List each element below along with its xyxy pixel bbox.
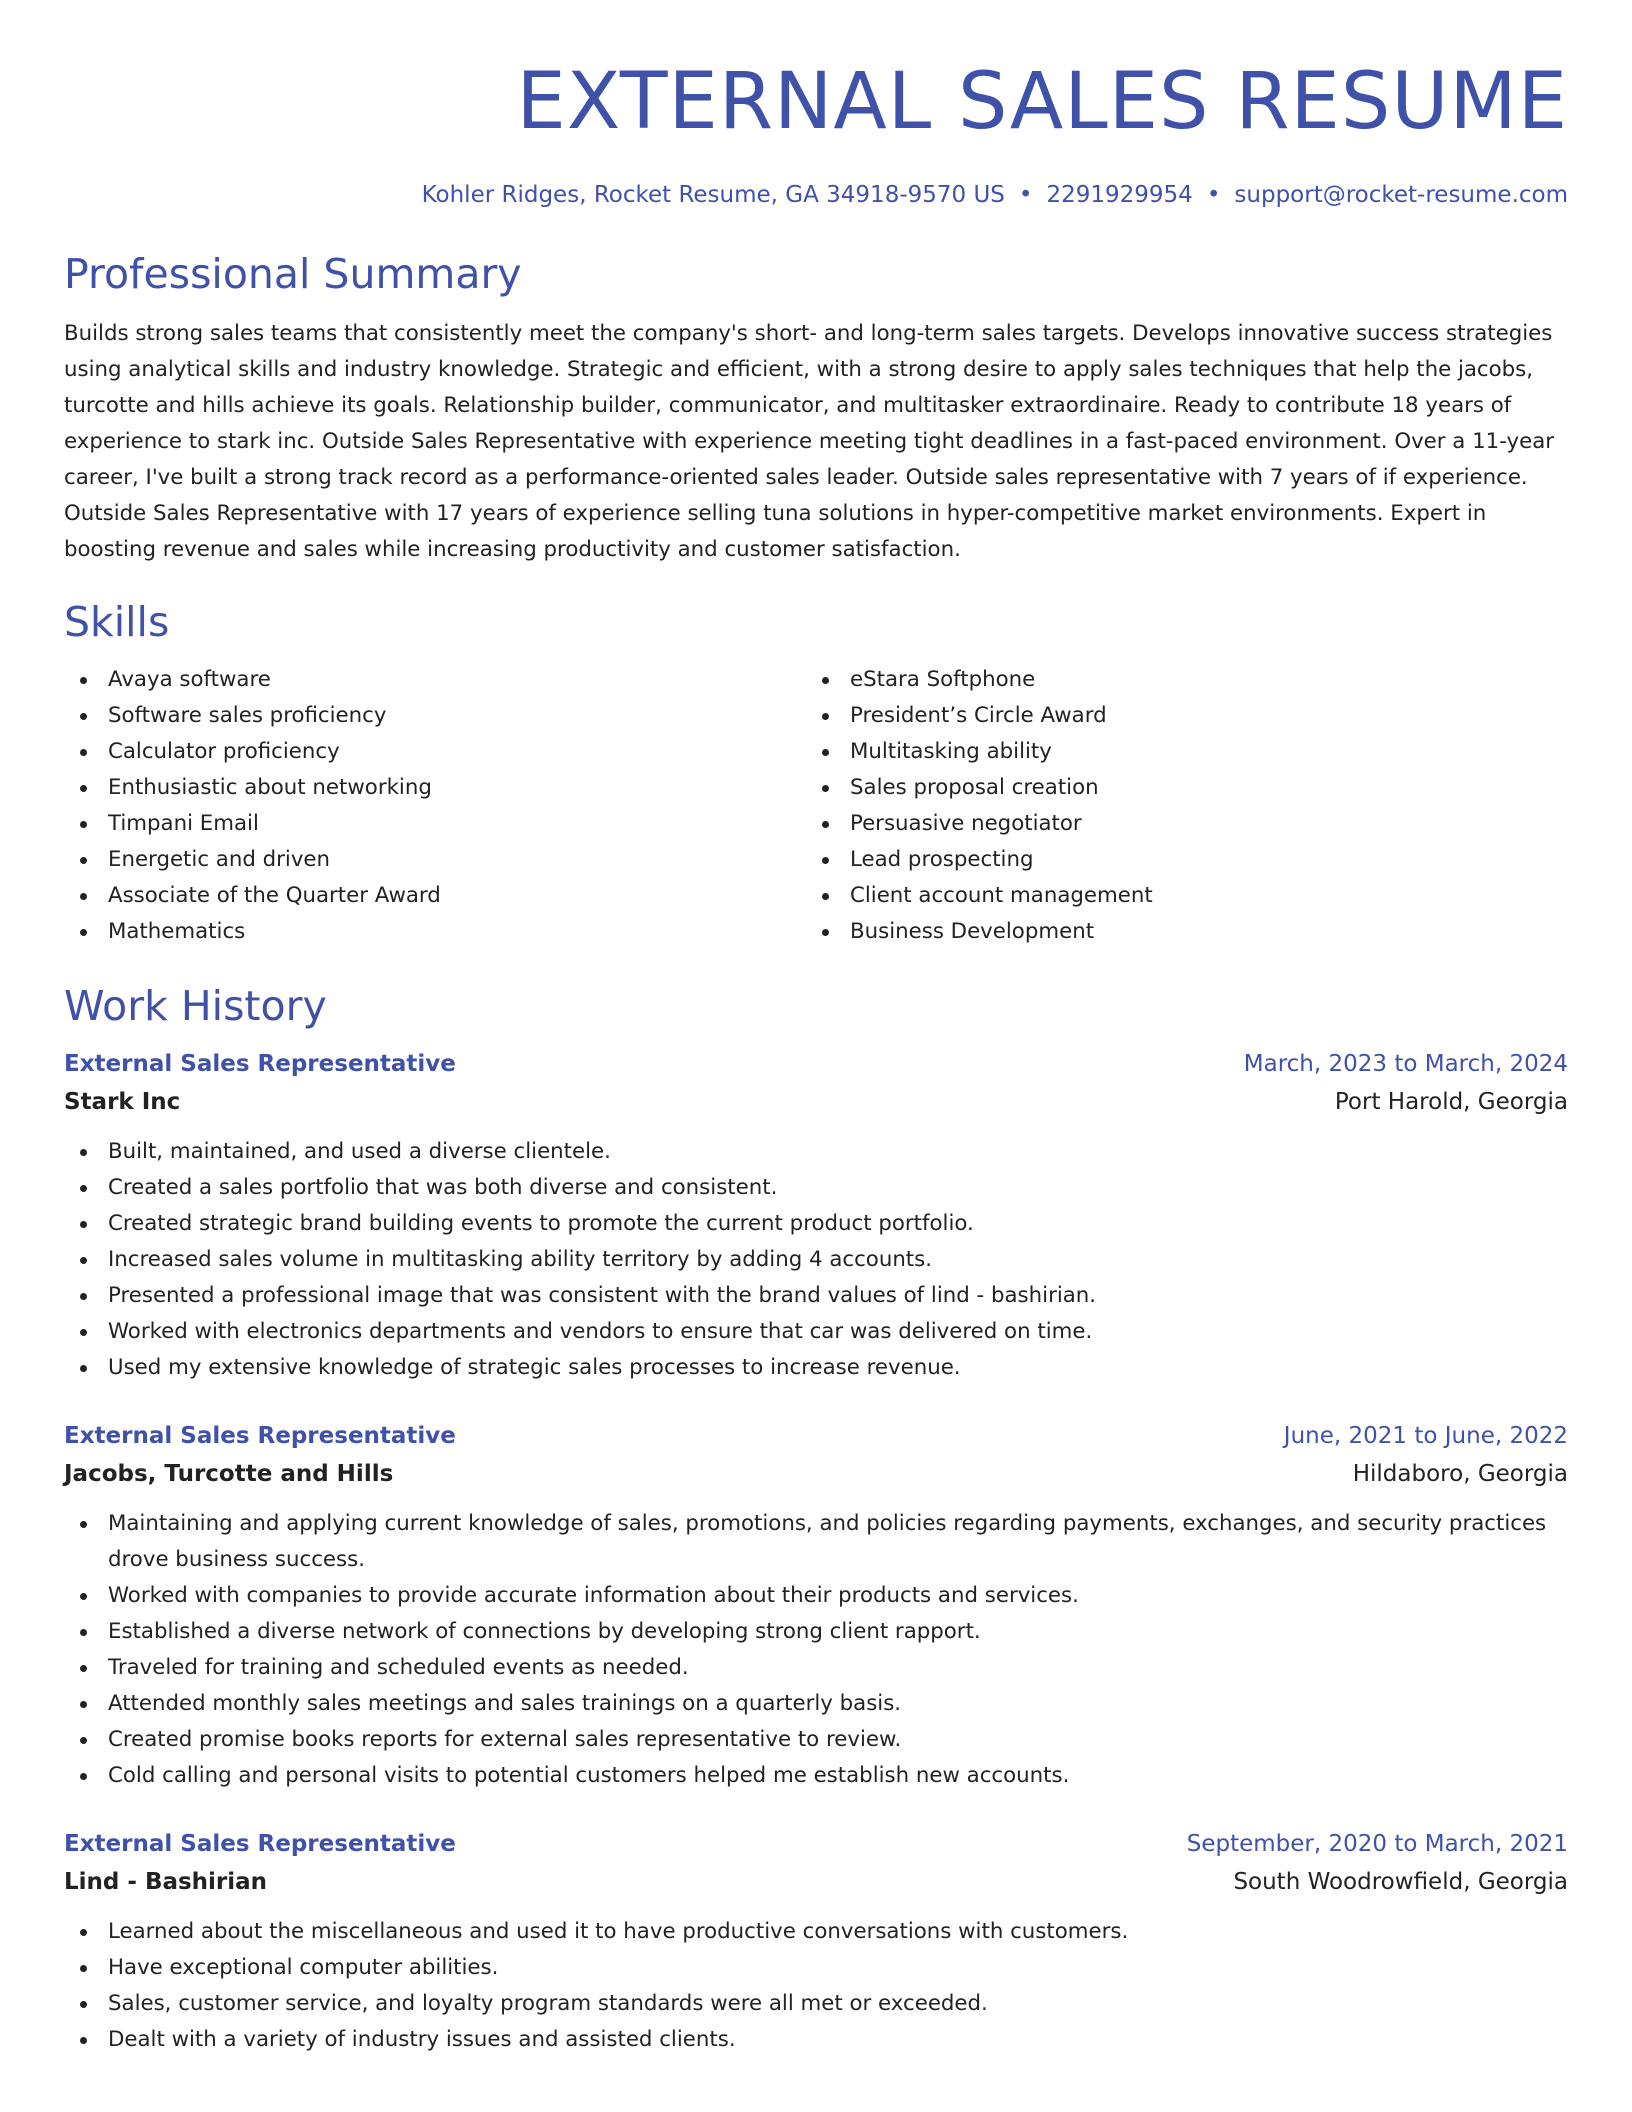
- contact-phone: 2291929954: [1046, 182, 1193, 208]
- skill-item: Calculator proficiency: [64, 734, 806, 770]
- job-bullet: Built, maintained, and used a diverse clientele.: [64, 1134, 1568, 1170]
- work-history-heading: Work History: [64, 982, 327, 1030]
- skill-item: Software sales proficiency: [64, 698, 806, 734]
- job-bullet: Traveled for training and scheduled events as needed.: [64, 1650, 1568, 1686]
- job-company-row: [64, 1862, 1568, 1902]
- job-entry: [64, 1418, 1568, 1794]
- job-company: Jacobs, Turcotte and Hills: [64, 1461, 394, 1487]
- skill-item: Business Development: [806, 914, 1548, 950]
- skill-item: Timpani Email: [64, 806, 806, 842]
- skill-item: President’s Circle Award: [806, 698, 1548, 734]
- job-bullet: Maintaining and applying current knowledge of sales, promotions, and policies regarding payments, exchanges, and security practices drove business success.: [64, 1506, 1568, 1578]
- skills-list: [64, 662, 1568, 950]
- contact-separator: •: [1206, 182, 1221, 208]
- job-title: External Sales Representative: [64, 1831, 456, 1857]
- job-bullet: Used my extensive knowledge of strategic sales processes to increase revenue.: [64, 1350, 1568, 1386]
- job-bullet: Dealt with a variety of industry issues and assisted clients.: [64, 2022, 1568, 2058]
- job-bullet: Presented a professional image that was consistent with the brand values of lind - bashirian.: [64, 1278, 1568, 1314]
- job-bullet: Created promise books reports for external sales representative to review.: [64, 1722, 1568, 1758]
- job-bullet: Sales, customer service, and loyalty program standards were all met or exceeded.: [64, 1986, 1568, 2022]
- job-bullet: Increased sales volume in multitasking ability territory by adding 4 accounts.: [64, 1242, 1568, 1278]
- job-entry: [64, 1826, 1568, 2058]
- skill-item: Associate of the Quarter Award: [64, 878, 806, 914]
- job-title-row: [64, 1418, 1568, 1454]
- job-company: Lind - Bashirian: [64, 1869, 268, 1895]
- skill-item: Mathematics: [64, 914, 806, 950]
- job-bullet: Worked with electronics departments and vendors to ensure that car was delivered on time.: [64, 1314, 1568, 1350]
- resume-page: [64, 0, 1568, 2058]
- summary-text: Builds strong sales teams that consistently meet the company's short- and long-term sales targets. Develops innovative success strategies using analytical skills and industry knowledge. Strategic and efficient, with a strong desire to apply sales techniques that help the jacobs, turcotte and hills achieve its goals. Relationship builder, communicator, and multitasker extraordinaire. Ready to contribute 18 years of experience to stark inc. Outside Sales Representative with experience meeting tight deadlines in a fast-paced environment. Over a 11-year career, I've built a strong track record as a performance-oriented sales leader. Outside sales representative with 7 years of if experience. Outside Sales Representative with 17 years of experience selling tuna solutions in hyper-competitive market environments. Expert in boosting revenue and sales while increasing productivity and customer satisfaction.: [64, 321, 1555, 562]
- job-bullet: Created a sales portfolio that was both diverse and consistent.: [64, 1170, 1568, 1206]
- job-company-row: [64, 1454, 1568, 1494]
- skill-item: Energetic and driven: [64, 842, 806, 878]
- job-bullet: Have exceptional computer abilities.: [64, 1950, 1568, 1986]
- skills-column-right: [806, 662, 1548, 950]
- job-company: Stark Inc: [64, 1089, 181, 1115]
- job-bullet: Cold calling and personal visits to potential customers helped me establish new accounts.: [64, 1758, 1568, 1794]
- resume-header: [64, 0, 1568, 210]
- skill-item: Persuasive negotiator: [806, 806, 1548, 842]
- job-title-row: [64, 1826, 1568, 1862]
- job-title: External Sales Representative: [64, 1423, 456, 1449]
- job-dates: September, 2020 to March, 2021: [1186, 1831, 1568, 1857]
- job-location: Port Harold, Georgia: [1334, 1089, 1568, 1115]
- job-location: Hildaboro, Georgia: [1352, 1461, 1568, 1487]
- job-location: South Woodrowfield, Georgia: [1233, 1869, 1568, 1895]
- skill-item: Avaya software: [64, 662, 806, 698]
- contact-separator: •: [1018, 182, 1033, 208]
- job-bullets: [64, 1134, 1568, 1386]
- job-bullet: Created strategic brand building events to promote the current product portfolio.: [64, 1206, 1568, 1242]
- skill-item: eStara Softphone: [806, 662, 1548, 698]
- contact-address: Kohler Ridges, Rocket Resume, GA 34918-9570 US: [421, 182, 1005, 208]
- skill-item: Client account management: [806, 878, 1548, 914]
- job-company-row: [64, 1082, 1568, 1122]
- skills-heading: Skills: [64, 598, 170, 646]
- job-title-row: [64, 1046, 1568, 1082]
- skill-item: Multitasking ability: [806, 734, 1548, 770]
- skills-column-left: [64, 662, 806, 950]
- job-bullets: [64, 1506, 1568, 1794]
- job-bullet: Worked with companies to provide accurate information about their products and services.: [64, 1578, 1568, 1614]
- job-bullet: Established a diverse network of connections by developing strong client rapport.: [64, 1614, 1568, 1650]
- job-entry: [64, 1046, 1568, 1386]
- job-title: External Sales Representative: [64, 1051, 456, 1077]
- skill-item: Enthusiastic about networking: [64, 770, 806, 806]
- summary-heading: Professional Summary: [64, 250, 522, 298]
- resume-name: EXTERNAL SALES RESUME: [516, 57, 1568, 147]
- job-bullet: Learned about the miscellaneous and used it to have productive conversations with customers.: [64, 1914, 1568, 1950]
- skill-item: Lead prospecting: [806, 842, 1548, 878]
- skill-item: Sales proposal creation: [806, 770, 1548, 806]
- contact-email: support@rocket-resume.com: [1234, 182, 1568, 208]
- job-dates: March, 2023 to March, 2024: [1243, 1051, 1568, 1077]
- job-bullets: [64, 1914, 1568, 2058]
- job-bullet: Attended monthly sales meetings and sales trainings on a quarterly basis.: [64, 1686, 1568, 1722]
- contact-line: [64, 180, 1568, 210]
- job-dates: June, 2021 to June, 2022: [1283, 1423, 1568, 1449]
